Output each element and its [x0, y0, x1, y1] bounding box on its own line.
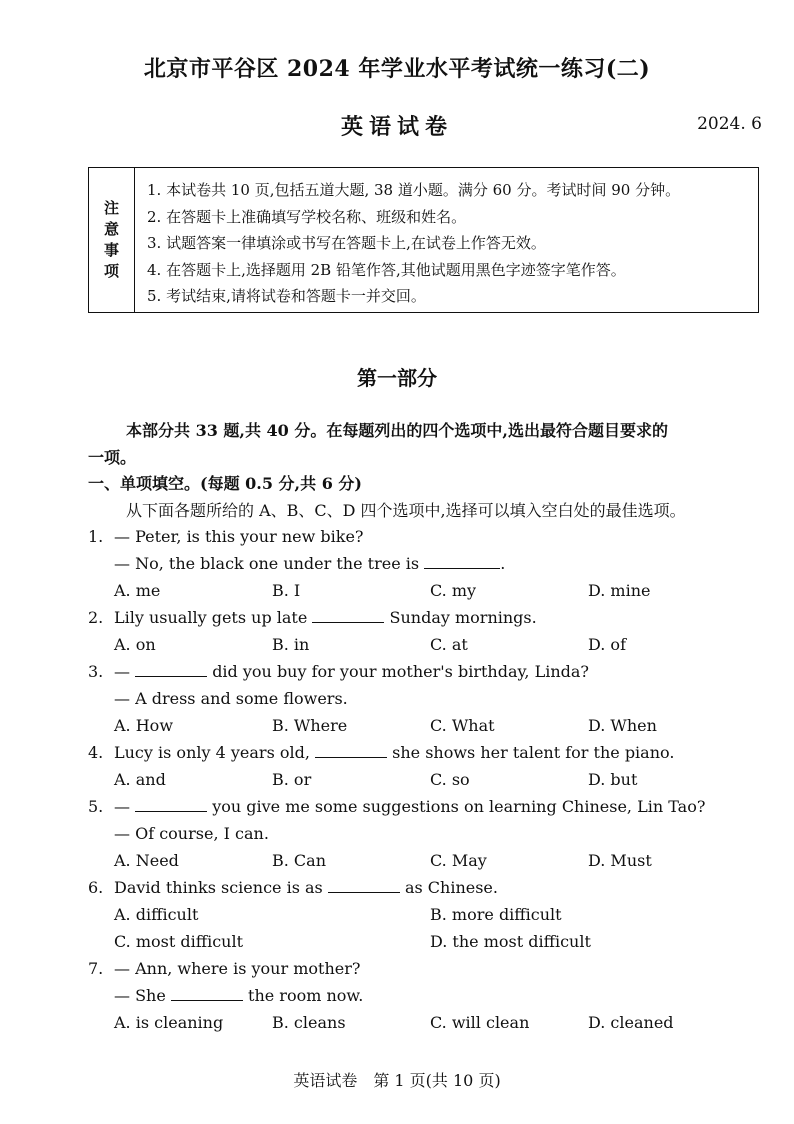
- notice-label-char: 项: [103, 262, 119, 280]
- question-number: 7.: [88, 959, 104, 978]
- question-number: 2.: [88, 608, 104, 627]
- q4-pre: Lucy is only 4 years old,: [114, 743, 310, 762]
- q6-pre: David thinks science is as: [114, 878, 323, 897]
- answer-blank: [171, 986, 243, 1001]
- q1-line2-post: .: [500, 554, 506, 573]
- option-d: D. mine: [588, 581, 651, 600]
- exam-title: 北京市平谷区 2024 年学业水平考试统一练习(二): [143, 56, 651, 82]
- question-3-line2: — A dress and some flowers.: [114, 689, 348, 708]
- intro-line-1: 本部分共 33 题,共 40 分。在每题列出的四个选项中,选出最符合题目要求的: [126, 421, 668, 440]
- q5-post: you give me some suggestions on learning Chinese, Lin Tao?: [212, 797, 706, 816]
- option-d: D. Must: [588, 851, 652, 870]
- section-title: 第一部分: [357, 366, 437, 390]
- option-d: D. of: [588, 635, 626, 654]
- notice-box: [88, 167, 759, 313]
- page-footer: 英语试卷 第 1 页(共 10 页): [293, 1071, 501, 1090]
- notice-item: 1. 本试卷共 10 页,包括五道大题, 38 道小题。满分 60 分。考试时间 90 分钟。: [147, 181, 681, 199]
- option-c: C. May: [430, 851, 487, 870]
- option-a: A. Need: [114, 851, 179, 870]
- question-number: 1.: [88, 527, 104, 546]
- option-b: B. in: [272, 635, 310, 654]
- option-b: B. Where: [272, 716, 348, 735]
- question-number: 5.: [88, 797, 104, 816]
- option-c: C. at: [430, 635, 468, 654]
- question-5-line2: — Of course, I can.: [114, 824, 269, 843]
- question-6-stem: [114, 878, 498, 897]
- q2-pre: Lily usually gets up late: [114, 608, 308, 627]
- q1-line2-pre: — No, the black one under the tree is: [114, 554, 420, 573]
- q2-post: Sunday mornings.: [389, 608, 537, 627]
- answer-blank: [328, 878, 400, 893]
- question-5-stem: [114, 797, 705, 816]
- question-4-stem: [114, 743, 674, 762]
- answer-blank: [424, 554, 500, 569]
- notice-label-char: 注: [103, 199, 119, 217]
- option-b: B. cleans: [272, 1013, 346, 1032]
- question-7-stem: — Ann, where is your mother?: [114, 959, 361, 978]
- option-c: C. my: [430, 581, 477, 600]
- answer-blank: [135, 662, 207, 677]
- question-3-stem: [114, 662, 589, 681]
- q6-post: as Chinese.: [404, 878, 498, 897]
- q7-post: the room now.: [248, 986, 364, 1005]
- question-7-line2: [114, 986, 363, 1005]
- notice-label: [89, 168, 135, 312]
- q5-pre: —: [114, 797, 130, 816]
- option-d: D. but: [588, 770, 638, 789]
- intro-line-2: 一项。: [88, 448, 137, 467]
- option-a: A. and: [114, 770, 166, 789]
- section-intro: [88, 417, 768, 471]
- notice-item: 3. 试题答案一律填涂或书写在答题卡上,在试卷上作答无效。: [147, 234, 546, 253]
- notice-item: 4. 在答题卡上,选择题用 2B 铅笔作答,其他试题用黑色字迹签字笔作答。: [147, 260, 626, 279]
- notice-item: 5. 考试结束,请将试卷和答题卡一并交回。: [147, 287, 426, 306]
- notice-label-char: 事: [103, 241, 119, 259]
- option-c: C. will clean: [430, 1013, 530, 1032]
- question-1-stem: — Peter, is this your new bike?: [114, 527, 364, 546]
- question-2-stem: [114, 608, 537, 627]
- q3-post: did you buy for your mother's birthday, Linda?: [212, 662, 589, 681]
- option-a: A. me: [114, 581, 161, 600]
- notice-list: [147, 177, 680, 310]
- option-a: A. difficult: [114, 905, 199, 924]
- q7-pre: — She: [114, 986, 166, 1005]
- question-number: 6.: [88, 878, 104, 897]
- option-d: D. When: [588, 716, 657, 735]
- question-number: 4.: [88, 743, 104, 762]
- question-1-line2: [114, 554, 505, 573]
- option-b: B. I: [272, 581, 301, 600]
- exam-date: 2024. 6: [697, 114, 762, 134]
- option-a: A. How: [114, 716, 174, 735]
- answer-blank: [135, 797, 207, 812]
- option-a: A. is cleaning: [114, 1013, 224, 1032]
- option-c: C. What: [430, 716, 495, 735]
- q3-pre: —: [114, 662, 130, 681]
- option-c: C. so: [430, 770, 470, 789]
- option-d: D. the most difficult: [430, 932, 591, 951]
- option-b: B. or: [272, 770, 312, 789]
- option-c: C. most difficult: [114, 932, 244, 951]
- part-heading: 一、单项填空。(每题 0.5 分,共 6 分): [88, 474, 362, 493]
- exam-subtitle: 英语试卷: [340, 114, 453, 140]
- part-instruction: 从下面各题所给的 A、B、C、D 四个选项中,选择可以填入空白处的最佳选项。: [126, 501, 686, 520]
- notice-item: 2. 在答题卡上准确填写学校名称、班级和姓名。: [147, 207, 467, 226]
- answer-blank: [312, 608, 384, 623]
- q4-post: she shows her talent for the piano.: [392, 743, 675, 762]
- notice-label-char: 意: [103, 220, 119, 238]
- option-d: D. cleaned: [588, 1013, 674, 1032]
- option-a: A. on: [114, 635, 156, 654]
- option-b: B. Can: [272, 851, 327, 870]
- option-b: B. more difficult: [430, 905, 562, 924]
- answer-blank: [315, 743, 387, 758]
- question-number: 3.: [88, 662, 104, 681]
